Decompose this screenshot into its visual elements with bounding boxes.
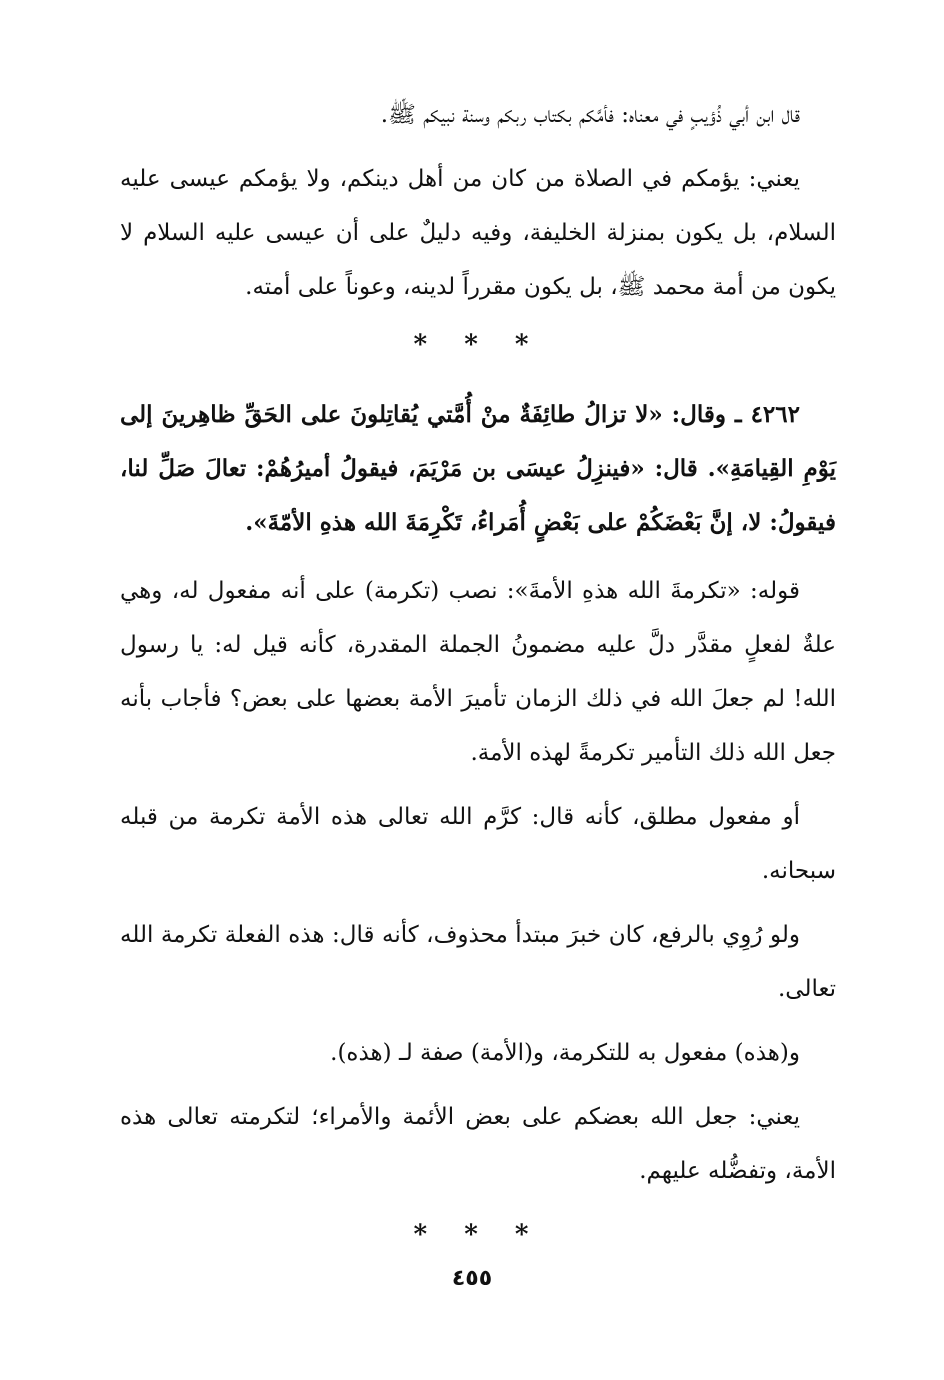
- section-separator: * * *: [413, 330, 543, 360]
- page-number: ٤٥٥: [451, 1266, 493, 1291]
- commentary-paragraph: ولو رُوِي بالرفع، كان خبرَ مبتدأ محذوف، كأنه قال: هذه الفعلة تكرمة الله تعالى.: [120, 922, 836, 1002]
- commentary-paragraph: و(هذه) مفعول به للتكرمة، و(الأمة) صفة لـ (هذه).: [330, 1040, 800, 1066]
- commentary-paragraph: أو مفعول مطلق، كأنه قال: كرَّم الله تعالى هذه الأمة تكرمة من قبله سبحانه.: [120, 804, 836, 884]
- commentary-paragraph: يعني: جعل الله بعضكم على بعض الأئمة والأمراء؛ لتكرمته تعالى هذه الأمة، وتفضُّله عليهم.: [120, 1104, 836, 1184]
- paragraph: يعني: يؤمكم في الصلاة من كان من أهل دينكم، ولا يؤمكم عيسى عليه السلام، بل يكون بمنزلة الخليفة، وفيه دليلٌ على أن عيسى عليه السلام لا يكون من أمة محمد ﷺ، بل يكون مقرراً لدينه، وعوناً على أمته.: [120, 166, 836, 300]
- hadith-text: ٤٢٦٢ ـ وقال: «لا تزالُ طائِفَةٌ منْ أُمَّتي يُقاتِلونَ على الحَقِّ ظاهِرينَ إلى يَوْمِ القِيامَةِ». قال: «فينزِلُ عيسَى بن مَرْيَمَ، فيقولُ أميرُهُمْ: تعالَ صَلِّ لنا، فيقولُ: لا، إنَّ بَعْضَكُمْ على بَعْضٍ أُمَراءُ، تَكْرِمَةَ الله هذهِ الأمّةَ».: [120, 401, 836, 536]
- page-body: [120, 88, 836, 1250]
- paragraph: قال ابن أبي ذُؤيبٍ في معناه: فأمَّكم بكتاب ربكم وسنة نبيكم ﷺ.: [380, 102, 800, 128]
- commentary-paragraph: قوله: «تكرمةَ الله هذهِ الأمةَ»: نصب (تكرمة) على أنه مفعول له، وهي علةٌ لفعلٍ مقدَّر دلَّ عليه مضمونُ الجملة المقدرة، كأنه قيل له: يا رسول الله! لم جعلَ الله في ذلك الزمان تأميرَ الأمة بعضها على بعض؟ فأجاب بأنه جعل الله ذلك التأمير تكرمةً لهذه الأمة.: [120, 578, 836, 766]
- section-separator: * * *: [413, 1220, 543, 1250]
